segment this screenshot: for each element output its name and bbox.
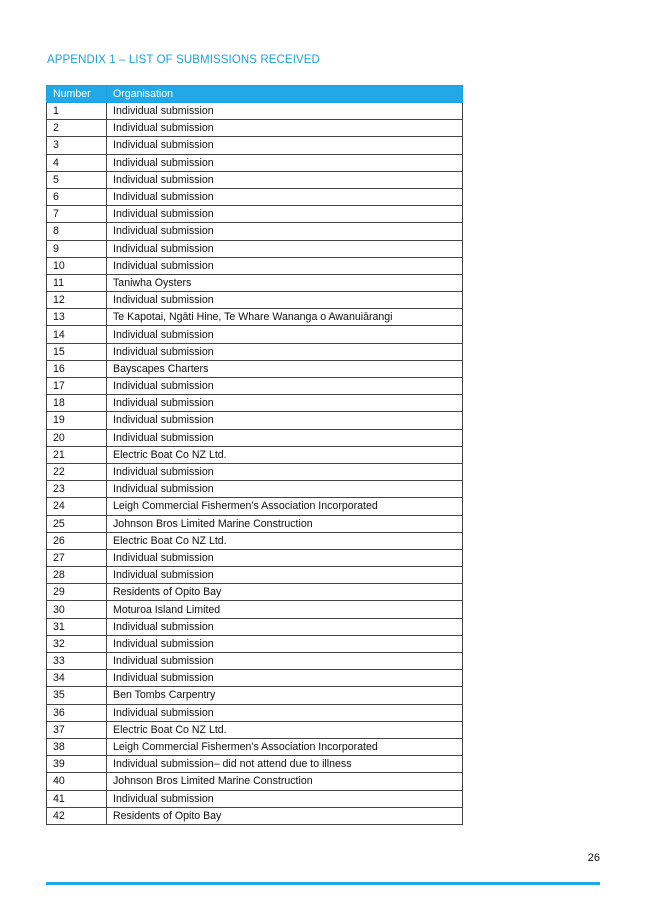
- table-row: [47, 240, 463, 257]
- table-row: [47, 532, 463, 549]
- submission-organisation: Individual submission: [107, 171, 463, 188]
- table-row: [47, 549, 463, 566]
- submission-number: 39: [47, 756, 107, 773]
- table-row: [47, 343, 463, 360]
- submission-organisation: Individual submission: [107, 378, 463, 395]
- submission-number: 16: [47, 360, 107, 377]
- submission-organisation: Individual submission: [107, 206, 463, 223]
- submission-organisation: Individual submission: [107, 635, 463, 652]
- submission-organisation: Individual submission: [107, 395, 463, 412]
- submission-number: 33: [47, 653, 107, 670]
- table-row: [47, 154, 463, 171]
- submission-number: 23: [47, 481, 107, 498]
- submission-organisation: Individual submission: [107, 257, 463, 274]
- table-row: [47, 653, 463, 670]
- submission-number: 34: [47, 670, 107, 687]
- submission-number: 29: [47, 584, 107, 601]
- submission-number: 9: [47, 240, 107, 257]
- table-row: [47, 635, 463, 652]
- submission-number: 1: [47, 103, 107, 120]
- submission-number: 21: [47, 446, 107, 463]
- submission-number: 27: [47, 549, 107, 566]
- page-number: 26: [587, 852, 600, 864]
- submission-organisation: Residents of Opito Bay: [107, 807, 463, 824]
- table-row: [47, 206, 463, 223]
- table-row: [47, 790, 463, 807]
- table-row: [47, 567, 463, 584]
- table-row: [47, 498, 463, 515]
- submission-number: 15: [47, 343, 107, 360]
- table-row: [47, 618, 463, 635]
- submission-organisation: Ben Tombs Carpentry: [107, 687, 463, 704]
- table-row: [47, 223, 463, 240]
- submission-number: 13: [47, 309, 107, 326]
- submission-number: 17: [47, 378, 107, 395]
- table-row: [47, 137, 463, 154]
- submission-number: 42: [47, 807, 107, 824]
- table-row: [47, 446, 463, 463]
- submission-number: 8: [47, 223, 107, 240]
- submission-number: 5: [47, 171, 107, 188]
- submission-number: 20: [47, 429, 107, 446]
- table-row: [47, 584, 463, 601]
- table-row: [47, 257, 463, 274]
- submission-number: 10: [47, 257, 107, 274]
- table-row: [47, 395, 463, 412]
- submission-number: 22: [47, 463, 107, 480]
- table-row: [47, 103, 463, 120]
- submission-organisation: Individual submission: [107, 463, 463, 480]
- table-body: [47, 103, 463, 825]
- submission-organisation: Electric Boat Co NZ Ltd.: [107, 446, 463, 463]
- submission-organisation: Individual submission: [107, 137, 463, 154]
- table-row: [47, 274, 463, 291]
- table-row: [47, 670, 463, 687]
- submission-number: 11: [47, 274, 107, 291]
- submissions-table: [46, 85, 463, 825]
- submission-organisation: Individual submission: [107, 240, 463, 257]
- submission-organisation: Individual submission: [107, 292, 463, 309]
- submission-organisation: Individual submission: [107, 154, 463, 171]
- submission-organisation: Individual submission: [107, 223, 463, 240]
- submission-organisation: Individual submission: [107, 567, 463, 584]
- submission-number: 25: [47, 515, 107, 532]
- table-row: [47, 721, 463, 738]
- submission-organisation: Leigh Commercial Fishermen’s Association Incorporated: [107, 498, 463, 515]
- submission-organisation: Individual submission: [107, 326, 463, 343]
- submission-number: 40: [47, 773, 107, 790]
- submission-organisation: Johnson Bros Limited Marine Construction: [107, 515, 463, 532]
- table-row: [47, 601, 463, 618]
- table-row: [47, 171, 463, 188]
- submission-organisation: Johnson Bros Limited Marine Construction: [107, 773, 463, 790]
- submission-organisation: Individual submission: [107, 670, 463, 687]
- submission-organisation: Te Kapotai, Ngāti Hine, Te Whare Wananga o Awanuiārangi: [107, 309, 463, 326]
- submission-organisation: Moturoa Island Limited: [107, 601, 463, 618]
- submission-organisation: Individual submission: [107, 103, 463, 120]
- table-row: [47, 412, 463, 429]
- page-heading: APPENDIX 1 – LIST OF SUBMISSIONS RECEIVED: [47, 54, 320, 66]
- table-row: [47, 188, 463, 205]
- table-row: [47, 309, 463, 326]
- submission-number: 24: [47, 498, 107, 515]
- submission-number: 32: [47, 635, 107, 652]
- submission-number: 35: [47, 687, 107, 704]
- submission-number: 31: [47, 618, 107, 635]
- submission-organisation: Individual submission: [107, 429, 463, 446]
- submission-number: 30: [47, 601, 107, 618]
- submission-number: 19: [47, 412, 107, 429]
- table-row: [47, 326, 463, 343]
- footer-divider: [46, 882, 600, 885]
- column-header-number: Number: [47, 86, 107, 103]
- table-header-row: [47, 86, 463, 103]
- table-row: [47, 463, 463, 480]
- submission-number: 12: [47, 292, 107, 309]
- submission-number: 41: [47, 790, 107, 807]
- submission-organisation: Taniwha Oysters: [107, 274, 463, 291]
- submission-organisation: Individual submission: [107, 790, 463, 807]
- table-row: [47, 807, 463, 824]
- submission-organisation: Electric Boat Co NZ Ltd.: [107, 532, 463, 549]
- submission-number: 28: [47, 567, 107, 584]
- submission-number: 7: [47, 206, 107, 223]
- table-row: [47, 756, 463, 773]
- table-row: [47, 360, 463, 377]
- submission-organisation: Electric Boat Co NZ Ltd.: [107, 721, 463, 738]
- submission-organisation: Individual submission– did not attend due to illness: [107, 756, 463, 773]
- submission-number: 18: [47, 395, 107, 412]
- table-row: [47, 515, 463, 532]
- submission-number: 3: [47, 137, 107, 154]
- submission-number: 2: [47, 120, 107, 137]
- submission-organisation: Residents of Opito Bay: [107, 584, 463, 601]
- submission-organisation: Bayscapes Charters: [107, 360, 463, 377]
- table-row: [47, 292, 463, 309]
- table-row: [47, 429, 463, 446]
- submission-number: 26: [47, 532, 107, 549]
- submission-organisation: Individual submission: [107, 704, 463, 721]
- column-header-organisation: Organisation: [107, 86, 463, 103]
- submission-organisation: Individual submission: [107, 188, 463, 205]
- submission-organisation: Individual submission: [107, 412, 463, 429]
- submission-number: 36: [47, 704, 107, 721]
- submission-organisation: Individual submission: [107, 549, 463, 566]
- submission-number: 6: [47, 188, 107, 205]
- submission-number: 14: [47, 326, 107, 343]
- submission-number: 37: [47, 721, 107, 738]
- table-row: [47, 120, 463, 137]
- submission-number: 38: [47, 738, 107, 755]
- submission-organisation: Individual submission: [107, 120, 463, 137]
- table-row: [47, 378, 463, 395]
- submission-organisation: Individual submission: [107, 618, 463, 635]
- table-row: [47, 704, 463, 721]
- table-row: [47, 687, 463, 704]
- table-row: [47, 738, 463, 755]
- submission-number: 4: [47, 154, 107, 171]
- submission-organisation: Individual submission: [107, 343, 463, 360]
- table-row: [47, 773, 463, 790]
- table-row: [47, 481, 463, 498]
- submission-organisation: Individual submission: [107, 481, 463, 498]
- submission-organisation: Leigh Commercial Fishermen’s Association Incorporated: [107, 738, 463, 755]
- submission-organisation: Individual submission: [107, 653, 463, 670]
